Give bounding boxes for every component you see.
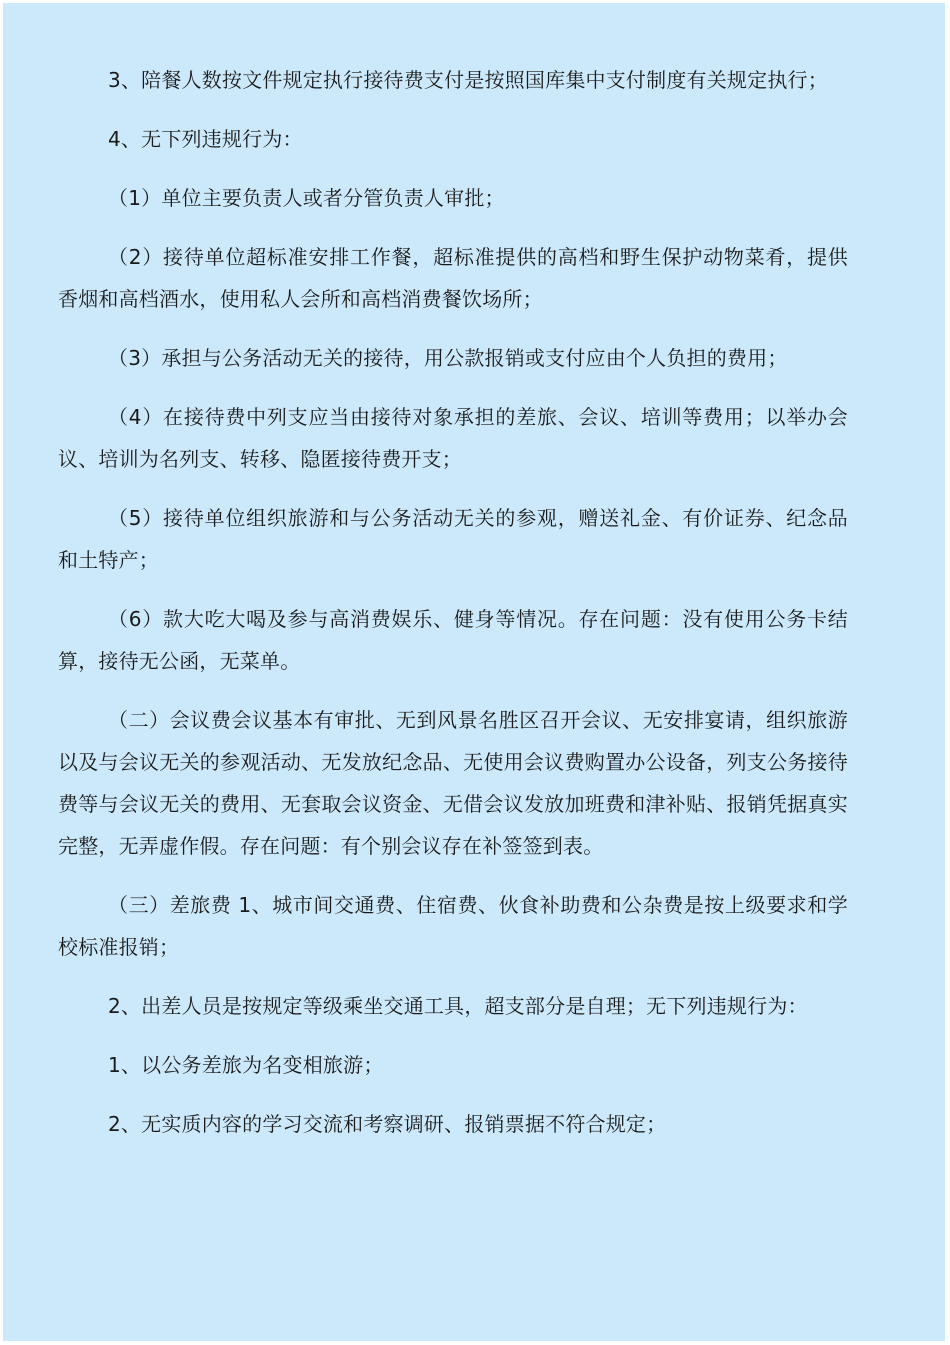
paragraph-meeting-fees: （二）会议费会议基本有审批、无到风景名胜区召开会议、无安排宴请，组织旅游以及与会议无关的参观活动、无发放纪念品、无使用会议费购置办公设备，列支公务接待费等与会议无关的费用、无套取会议资金、无借会议发放加班费和津补贴、报销凭据真实完整，无弄虚作假。存在问题：有个别会议存在补签签到表。 [58,708,848,858]
paragraph-item-6: （6）款大吃大喝及参与高消费娱乐、健身等情况。存在问题：没有使用公务卡结算，接待无公函，无菜单。 [58,607,848,673]
paragraph-item-3: （3）承担与公务活动无关的接待，用公款报销或支付应由个人负担的费用； [108,346,788,370]
paragraph-item-2: （2）接待单位超标准安排工作餐，超标准提供的高档和野生保护动物菜肴，提供香烟和高档酒水，使用私人会所和高档消费餐饮场所； [58,245,848,311]
paragraph-meal-companions: 3、陪餐人数按文件规定执行接待费支付是按照国库集中支付制度有关规定执行； [108,68,828,92]
paragraph-travel-violation-2: 2、无实质内容的学习交流和考察调研、报销票据不符合规定； [108,1112,667,1136]
paragraph-travel-violation-1: 1、以公务差旅为名变相旅游； [108,1053,384,1077]
paragraph-item-1: （1）单位主要负责人或者分管负责人审批； [108,186,505,210]
paragraph-travel-fees: （三）差旅费 1、城市间交通费、住宿费、伙食补助费和公杂费是按上级要求和学校标准报销； [58,893,848,959]
paragraph-transport-level: 2、出差人员是按规定等级乘坐交通工具，超支部分是自理；无下列违规行为： [108,994,808,1018]
document-page [3,3,945,1341]
paragraph-no-violations-heading: 4、无下列违规行为： [108,127,303,151]
paragraph-item-4: （4）在接待费中列支应当由接待对象承担的差旅、会议、培训等费用；以举办会议、培训为名列支、转移、隐匿接待费开支； [58,405,848,471]
paragraph-item-5: （5）接待单位组织旅游和与公务活动无关的参观，赠送礼金、有价证券、纪念品和土特产； [58,506,848,572]
document-body [58,59,848,1162]
